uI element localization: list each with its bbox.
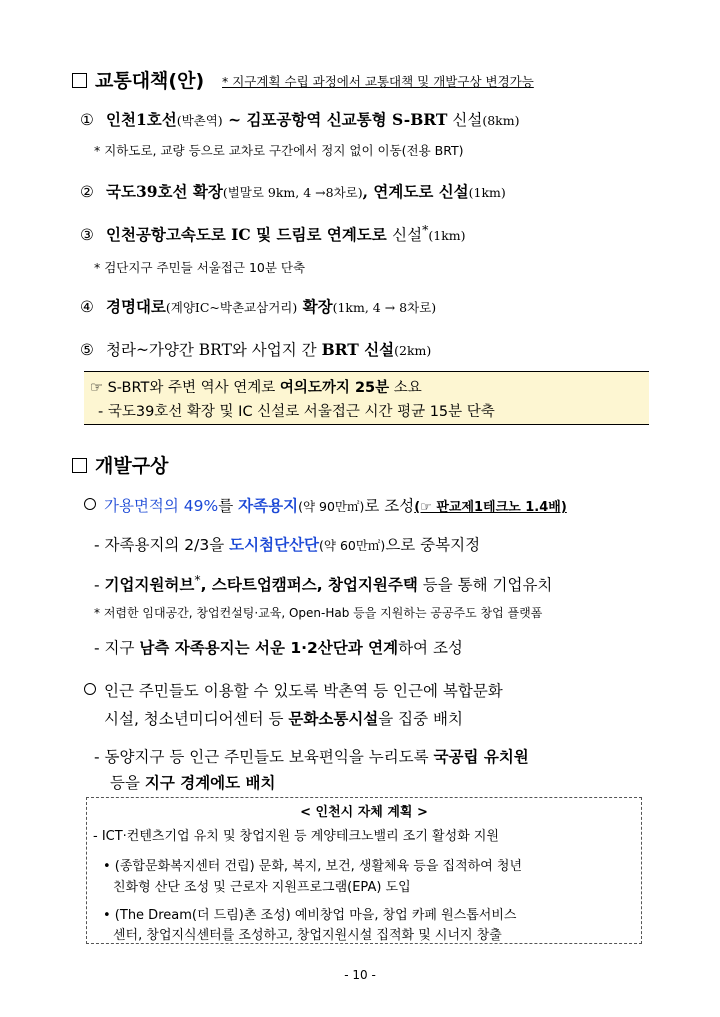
dev-sub-4-line-2: 등을 지구 경계에도 배치 [110,774,276,792]
dev-sub-2: - 기업지원허브*, 스타트업캠퍼스, 창업지원주택 등을 통해 기업유치 [94,572,553,595]
incheon-plan-line-2b: 친화형 산단 조성 및 근로자 지원프로그램(EPA) 도입 [113,880,411,895]
section-title-traffic: 교통대책(안) [72,66,204,93]
dev-sub-3: - 지구 남측 자족용지는 서운 1·2산단과 연계하여 조성 [94,639,463,657]
highlight-box [84,371,649,425]
traffic-item-5: ⑤ 청라~가양간 BRT와 사업지 간 BRT 신설(2km) [80,340,432,359]
traffic-item-3: ③ 인천공항고속도로 IC 및 드림로 연계도로 신설*(1km) [80,222,466,245]
dev-point-2-line-2: 시설, 청소년미디어센터 등 문화소통시설을 집중 배치 [104,710,463,728]
traffic-note-3: * 검단지구 주민들 서울접근 10분 단축 [94,260,306,275]
section-note: * 지구계획 수립 과정에서 교통대책 및 개발구상 변경가능 [222,74,534,89]
page-number: - 10 - [344,968,376,982]
incheon-plan-title: < 인천시 자체 계획 > [300,805,428,820]
dev-sub-2-note: * 저렴한 임대공간, 창업컨설팅·교육, Open-Hab 등을 지원하는 공공주도 창업 플랫폼 [94,606,543,620]
highlight-line-2: - 국도39호선 확장 및 IC 신설로 서울접근 시간 평균 15분 단축 [98,404,495,420]
circle-bullet-icon [84,683,96,695]
incheon-plan-line-2a: • (종합문화복지센터 건립) 문화, 복지, 보건, 생활체육 등을 집적하여 청년 [103,859,523,874]
dev-sub-4-line-1: - 동양지구 등 인근 주민들도 보육편익을 누리도록 국공립 유치원 [94,748,529,766]
traffic-item-4: ④ 경명대로(계양IC~박촌교삼거리) 확장(1km, 4 → 8차로) [80,297,437,316]
highlight-line-1: ☞ S-BRT와 주변 역사 연계로 여의도까지 25분 소요 [90,380,422,396]
dev-point-1: 가용면적의 49%를 자족용지(약 90만㎡)로 조성(☞ 판교제1테크노 1.4배) [84,494,567,516]
incheon-plan-line-1: - ICT·컨텐츠기업 유치 및 창업지원 등 계양테크노밸리 조기 활성화 지원 [93,829,499,844]
traffic-item-1: ① 인천1호선(박촌역) ~ 김포공항역 신교통형 S-BRT 신설(8km) [80,110,520,129]
traffic-item-2: ② 국도39호선 확장(벌말로 9km, 4 →8차로), 연계도로 신설(1km) [80,182,506,201]
incheon-plan-line-3a: • (The Dream(더 드림)촌 조성) 예비창업 마을, 창업 카페 원스톱서비스 [103,908,517,923]
incheon-plan-box [86,797,642,944]
circle-bullet-icon [84,498,96,510]
incheon-plan-line-3b: 센터, 창업지식센터를 조성하고, 창업지원시설 집적화 및 시너지 창출 [113,928,502,943]
checkbox-square-icon [72,73,87,88]
checkbox-square-icon [72,458,87,473]
dev-sub-1: - 자족용지의 2/3을 도시첨단산단(약 60만㎡)으로 중복지정 [94,536,481,554]
traffic-note-1: * 지하도로, 교량 등으로 교차로 구간에서 정지 없이 이동(전용 BRT) [94,143,464,158]
dev-point-2-line-1: 인근 주민들도 이용할 수 있도록 박촌역 등 인근에 복합문화 [84,679,503,701]
section-title-development: 개발구상 [72,451,168,478]
